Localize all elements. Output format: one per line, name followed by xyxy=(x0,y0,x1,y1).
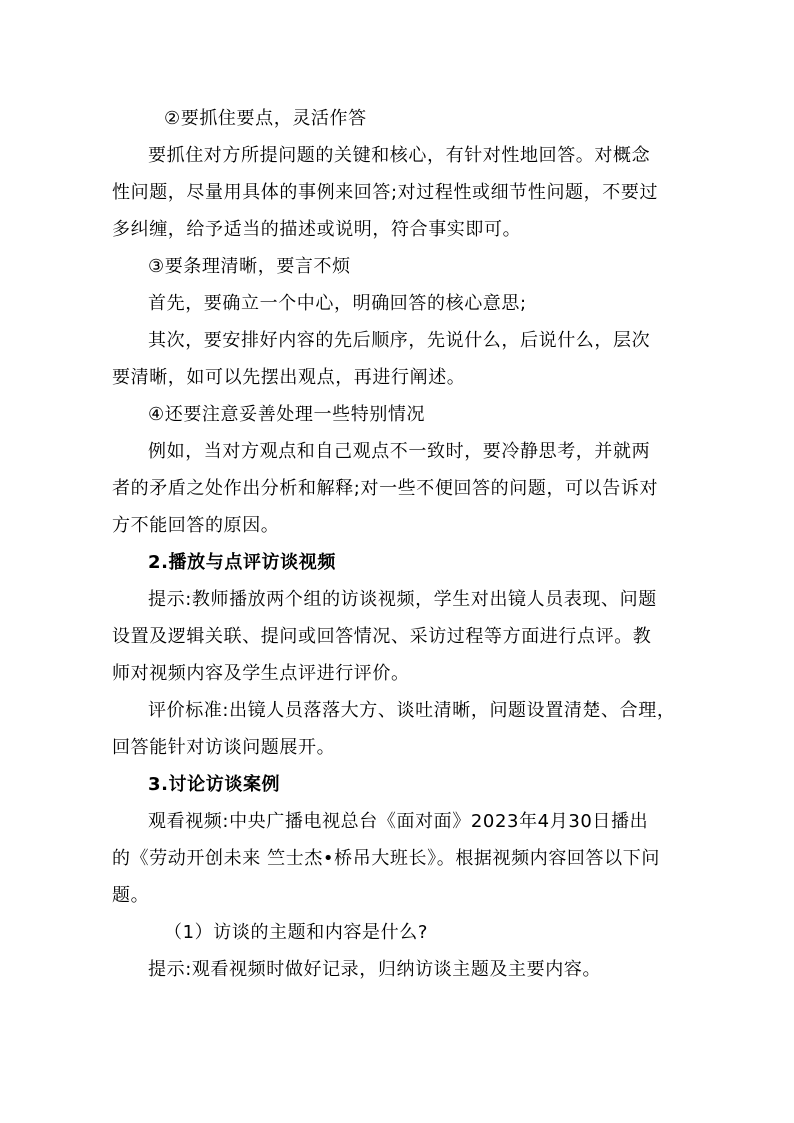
paragraph-line: 要抓住对方所提问题的关键和核心，有针对性地回答。对概念 xyxy=(148,145,651,166)
paragraph-line: 设置及逻辑关联、提问或回答情况、采访过程等方面进行点评。教 xyxy=(112,626,652,647)
paragraph-line: 者的矛盾之处作出分析和解释;对一些不便回答的问题，可以告诉对 xyxy=(112,478,659,499)
paragraph-line: 例如，当对方观点和自己观点不一致时，要冷静思考，并就两 xyxy=(148,441,651,462)
section-heading-play-and-review: 2.播放与点评访谈视频 xyxy=(148,552,336,573)
question-item: （1）访谈的主题和内容是什么? xyxy=(164,922,429,943)
paragraph-line: 多纠缠，给予适当的描述或说明，符合事实即可。 xyxy=(112,219,522,240)
paragraph-line: 回答能针对访谈问题展开。 xyxy=(112,737,336,758)
subheading-clear-logic: ③要条理清晰，要言不烦 xyxy=(148,256,351,277)
subheading-special-cases: ④还要注意妥善处理一些特别情况 xyxy=(148,404,426,425)
paragraph-line: 评价标准:出镜人员落落大方、谈吐清晰，问题设置清楚、合理， xyxy=(148,700,676,721)
paragraph-line: 的《劳动开创未来 竺士杰•桥吊大班长》。根据视频内容回答以下问 xyxy=(112,848,660,869)
paragraph-line: 提示:观看视频时做好记录，归纳访谈主题及主要内容。 xyxy=(148,959,602,980)
section-heading-discuss-case: 3.讨论访谈案例 xyxy=(148,774,281,795)
paragraph-line: 要清晰，如可以先摆出观点，再进行阐述。 xyxy=(112,367,466,388)
paragraph-line: 观看视频:中央广播电视总台《面对面》2023年4月30日播出 xyxy=(148,811,649,832)
paragraph-line: 性问题，尽量用具体的事例来回答;对过程性或细节性问题，不要过 xyxy=(112,182,659,203)
paragraph-line: 方不能回答的原因。 xyxy=(112,515,280,536)
paragraph-line: 其次，要安排好内容的先后顺序，先说什么，后说什么，层次 xyxy=(148,330,651,351)
paragraph-line: 题。 xyxy=(112,885,150,906)
paragraph-line: 首先，要确立一个中心，明确回答的核心意思; xyxy=(148,293,527,314)
subheading-grasp-key-points: ②要抓住要点，灵活作答 xyxy=(164,108,367,129)
paragraph-line: 提示:教师播放两个组的访谈视频，学生对出镜人员表现、问题 xyxy=(148,589,657,610)
paragraph-line: 师对视频内容及学生点评进行评价。 xyxy=(112,663,410,684)
